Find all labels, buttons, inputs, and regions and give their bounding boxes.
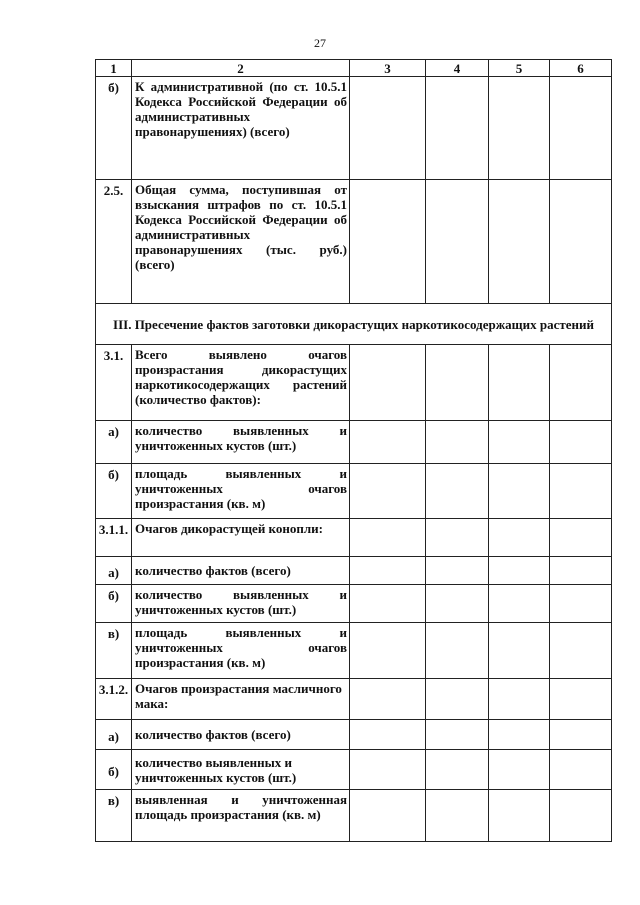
value-cell (426, 750, 489, 790)
value-cell (350, 585, 426, 623)
row-description: площадь выявленных и уничтоженных очагов произрастания (кв. м) (132, 623, 350, 679)
table-row (96, 623, 612, 679)
value-cell (350, 720, 426, 750)
row-number: а) (96, 421, 132, 464)
value-cell (489, 421, 550, 464)
value-cell (489, 345, 550, 421)
row-description: Общая сумма, поступившая от взыскания штрафов по ст. 10.5.1 Кодекса Российской Федерации об административных правонарушениях (тыс. руб.) (всего) (132, 180, 350, 304)
value-cell (350, 180, 426, 304)
table-row (96, 679, 612, 720)
value-cell (350, 790, 426, 842)
value-cell (489, 720, 550, 750)
value-cell (489, 180, 550, 304)
value-cell (489, 519, 550, 557)
table-row (96, 750, 612, 790)
row-description: количество фактов (всего) (132, 557, 350, 585)
row-number: б) (96, 77, 132, 180)
value-cell (426, 679, 489, 720)
value-cell (550, 180, 612, 304)
row-number: б) (96, 585, 132, 623)
row-number: 3.1. (96, 345, 132, 421)
value-cell (426, 421, 489, 464)
value-cell (489, 750, 550, 790)
value-cell (550, 623, 612, 679)
value-cell (426, 180, 489, 304)
value-cell (350, 464, 426, 519)
value-cell (550, 345, 612, 421)
value-cell (489, 464, 550, 519)
row-number: 2.5. (96, 180, 132, 304)
value-cell (350, 623, 426, 679)
row-number: б) (96, 464, 132, 519)
header-col-6: 6 (550, 60, 612, 77)
row-description: Всего выявлено очагов произрастания дикорастущих наркотикосодержащих растений (количество фактов): (132, 345, 350, 421)
page-number: 27 (314, 36, 326, 50)
value-cell (550, 679, 612, 720)
value-cell (550, 750, 612, 790)
value-cell (550, 464, 612, 519)
table-row (96, 557, 612, 585)
value-cell (426, 345, 489, 421)
value-cell (550, 557, 612, 585)
header-col-3: 3 (350, 60, 426, 77)
value-cell (489, 623, 550, 679)
section-title: III. Пресечение фактов заготовки дикорастущих наркотикосодержащих растений (96, 304, 612, 345)
value-cell (550, 790, 612, 842)
value-cell (350, 519, 426, 557)
table-row (96, 345, 612, 421)
row-description: Очагов произрастания масличного мака: (132, 679, 350, 720)
value-cell (550, 519, 612, 557)
value-cell (426, 585, 489, 623)
row-description: количество выявленных и уничтоженных кустов (шт.) (132, 421, 350, 464)
value-cell (489, 557, 550, 585)
section-row (96, 304, 612, 345)
table-row (96, 585, 612, 623)
report-table (95, 59, 612, 842)
row-description: выявленная и уничтоженная площадь произрастания (кв. м) (132, 790, 350, 842)
header-col-5: 5 (489, 60, 550, 77)
row-description: К административной (по ст. 10.5.1 Кодекса Российской Федерации об административных правонарушениях) (всего) (132, 77, 350, 180)
value-cell (350, 421, 426, 464)
table-row (96, 519, 612, 557)
row-description: площадь выявленных и уничтоженных очагов произрастания (кв. м) (132, 464, 350, 519)
row-description: количество выявленных и уничтоженных кустов (шт.) (132, 750, 350, 790)
value-cell (550, 585, 612, 623)
row-description: Очагов дикорастущей конопли: (132, 519, 350, 557)
value-cell (489, 679, 550, 720)
value-cell (489, 585, 550, 623)
value-cell (550, 720, 612, 750)
value-cell (426, 623, 489, 679)
row-number: в) (96, 623, 132, 679)
row-number: в) (96, 790, 132, 842)
value-cell (426, 790, 489, 842)
header-row (96, 60, 612, 77)
value-cell (350, 557, 426, 585)
table-row (96, 790, 612, 842)
value-cell (350, 750, 426, 790)
table-row (96, 180, 612, 304)
value-cell (550, 421, 612, 464)
value-cell (350, 679, 426, 720)
table-row (96, 77, 612, 180)
value-cell (426, 720, 489, 750)
value-cell (426, 77, 489, 180)
header-col-1: 1 (96, 60, 132, 77)
header-col-4: 4 (426, 60, 489, 77)
row-number: а) (96, 557, 132, 585)
row-number: 3.1.2. (96, 679, 132, 720)
value-cell (489, 77, 550, 180)
value-cell (426, 464, 489, 519)
value-cell (489, 790, 550, 842)
value-cell (350, 77, 426, 180)
header-col-2: 2 (132, 60, 350, 77)
value-cell (350, 345, 426, 421)
value-cell (550, 77, 612, 180)
row-description: количество выявленных и уничтоженных кустов (шт.) (132, 585, 350, 623)
table-row (96, 720, 612, 750)
row-number: а) (96, 720, 132, 750)
row-number: 3.1.1. (96, 519, 132, 557)
table-row (96, 464, 612, 519)
row-number: б) (96, 750, 132, 790)
value-cell (426, 557, 489, 585)
table-row (96, 421, 612, 464)
row-description: количество фактов (всего) (132, 720, 350, 750)
value-cell (426, 519, 489, 557)
